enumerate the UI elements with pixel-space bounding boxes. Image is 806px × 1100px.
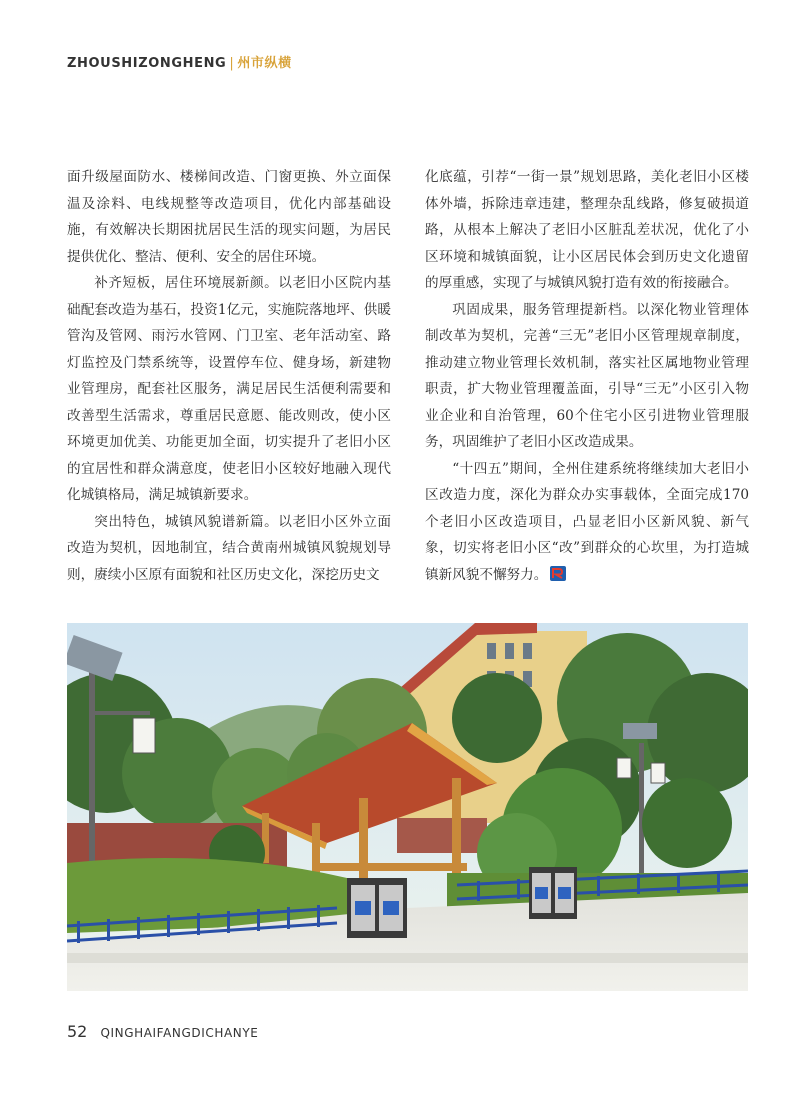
community-garden-photo [67,623,748,991]
trash-bin [347,878,407,938]
text-column-left [67,164,391,588]
page-footer [67,1022,258,1041]
header-section-cn: 州市纵横 [237,56,292,71]
paragraph: 面升级屋面防水、楼梯间改造、门窗更换、外立面保温及涂料、电线规整等改造项目，优化内部基础设施，有效解决长期困扰居民生活的现实问题，为居民提供优化、整洁、便利、安全的居住环境。 [67,169,391,265]
text-column-right [425,164,749,588]
paragraph: 补齐短板，居住环境展新颜。以老旧小区院内基础配套改造为基石，投资1亿元，实施院落地坪、供暖管沟及管网、雨污水管网、门卫室、老年活动室、路灯监控及门禁系统等，设置停车位、健身场，新建物业管理房，配套社区服务，满足居民生活便利需要和改善型生活需求，尊重居民意愿、能改则改，使小区环境更加优美、功能更加全面，切实提升了老旧小区的宜居性和群众满意度，使老旧小区较好地融入现代化城镇格局，满足城镇新要求。 [67,275,391,503]
running-header [67,52,292,71]
paragraph [425,456,749,589]
header-section-en: ZHOUSHIZONGHENG [67,56,227,71]
photo-illustration [67,623,748,991]
header-separator: | [229,56,235,71]
paragraph-text: “十四五”期间，全州住建系统将继续加大老旧小区改造力度，深化为群众办实事载体，全面完成170个老旧小区改造项目，凸显老旧小区新风貌、新气象，切实将老旧小区“改”到群众的心坎里，为打造城镇新风貌不懈努力。 [425,460,749,583]
magazine-name: QINGHAIFANGDICHANYE [100,1026,259,1040]
paragraph: 巩固成果，服务管理提新档。以深化物业管理体制改革为契机，完善“三无”老旧小区管理规章制度，推动建立物业管理长效机制，落实社区属地物业管理职责，扩大物业管理覆盖面，引导“三无”小区引入物业企业和自治管理，60个住宅小区引进物业管理服务，巩固维护了老旧小区改造成果。 [425,301,749,450]
paragraph: 突出特色，城镇风貌谱新篇。以老旧小区外立面改造为契机，因地制宜，结合黄南州城镇风貌规划导则，赓续小区原有面貌和社区历史文化，深挖历史文 [67,513,391,583]
paragraph: 化底蕴，引荐“一街一景”规划思路，美化老旧小区楼体外墙，拆除违章违建，整理杂乱线路，修复破损道路，从根本上解决了老旧小区脏乱差状况，优化了小区环境和城镇面貌，让小区居民体会到历史文化遗留的厚重感，实现了与城镇风貌打造有效的衔接融合。 [425,169,749,291]
trash-bin [529,867,577,919]
page-number: 52 [67,1022,88,1041]
end-mark-icon [550,566,566,581]
